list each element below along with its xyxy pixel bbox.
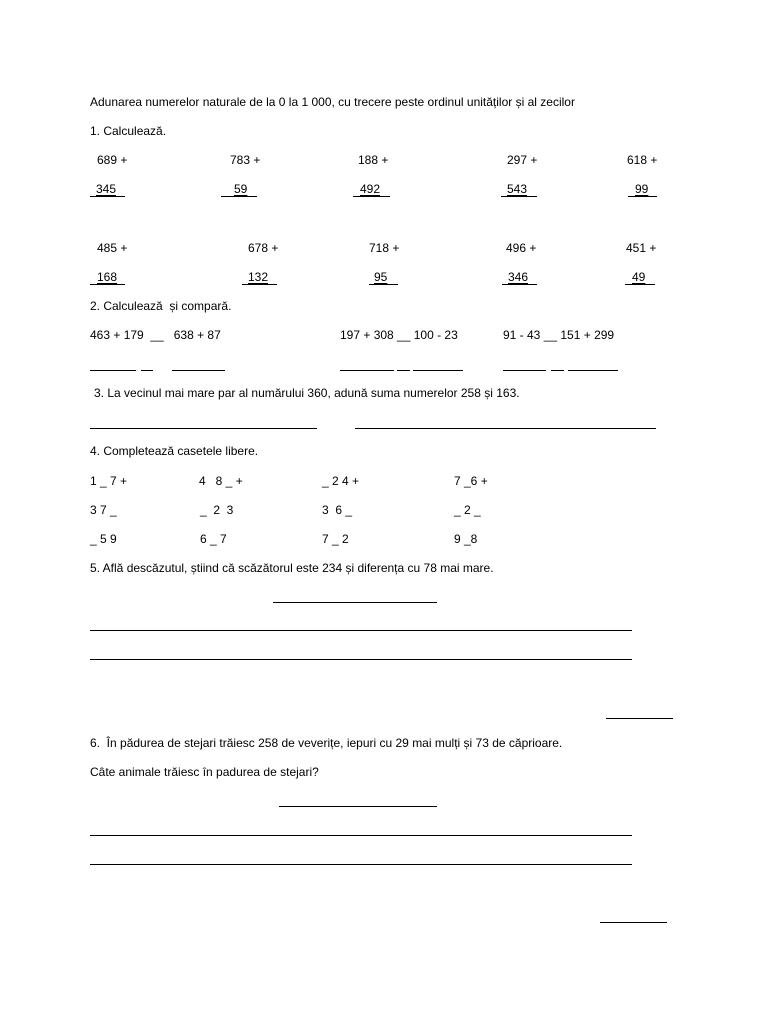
ex1-addend-bottom: 49 xyxy=(632,270,646,284)
ex1-addend-top: 678 + xyxy=(248,241,279,255)
ex1-addend-bottom: 346 xyxy=(508,270,529,284)
ex4-cell: 3 7 _ xyxy=(90,503,117,517)
answer-line xyxy=(90,659,632,660)
ex1-addend-bottom: 99 xyxy=(635,182,649,196)
ex6-question: Câte animale trăiesc în padurea de stejari? xyxy=(90,765,319,779)
ex4-cell: 7 _6 + xyxy=(454,474,488,488)
ex1-addend-bottom: 95 xyxy=(374,270,388,284)
ex2-comparison: 91 - 43 __ 151 + 299 xyxy=(503,328,615,342)
ex3-text: 3. La vecinul mai mare par al numărului 360, adună suma numerelor 258 și 163. xyxy=(94,386,520,400)
ex1-addend-top: 485 + xyxy=(97,241,128,255)
ex1-addend-bottom: 168 xyxy=(97,270,118,284)
answer-line xyxy=(279,806,437,807)
answer-line xyxy=(242,284,277,285)
ex4-cell: 7 _ 2 xyxy=(322,532,349,546)
ex1-addend-bottom: 492 xyxy=(360,182,381,196)
ex4-cell: _ 2 4 + xyxy=(322,474,360,488)
answer-line xyxy=(221,196,257,197)
answer-line xyxy=(141,370,153,371)
ex1-addend-top: 297 + xyxy=(507,153,538,167)
answer-line xyxy=(353,196,390,197)
answer-line xyxy=(90,428,317,429)
answer-line xyxy=(625,284,655,285)
ex4-cell: _ 2 3 xyxy=(200,503,234,517)
answer-line xyxy=(172,370,225,371)
answer-line xyxy=(502,284,537,285)
ex4-cell: 4 8 _ + xyxy=(199,474,243,488)
answer-line xyxy=(355,428,656,429)
answer-line xyxy=(340,370,394,371)
answer-line xyxy=(503,370,546,371)
ex2-heading: 2. Calculează și compară. xyxy=(90,299,232,313)
answer-line xyxy=(413,370,463,371)
ex4-cell: 9 _8 xyxy=(454,532,478,546)
answer-line xyxy=(273,602,437,603)
answer-line xyxy=(369,284,398,285)
answer-line xyxy=(90,835,632,836)
answer-line xyxy=(501,196,537,197)
answer-line xyxy=(568,370,618,371)
answer-line xyxy=(551,370,564,371)
ex1-addend-top: 451 + xyxy=(626,241,657,255)
ex1-addend-bottom: 345 xyxy=(96,182,117,196)
ex1-addend-top: 689 + xyxy=(97,153,128,167)
answer-line xyxy=(90,196,125,197)
answer-line xyxy=(600,922,667,923)
ex4-cell: 1 _ 7 + xyxy=(90,474,128,488)
answer-line xyxy=(90,284,125,285)
ex1-addend-bottom: 543 xyxy=(507,182,528,196)
ex1-addend-top: 618 + xyxy=(627,153,658,167)
ex4-cell: _ 5 9 xyxy=(90,532,117,546)
answer-line xyxy=(90,630,632,631)
answer-line xyxy=(628,196,657,197)
ex4-cell: _ 2 _ xyxy=(454,503,481,517)
ex1-addend-top: 188 + xyxy=(358,153,389,167)
ex1-addend-bottom: 59 xyxy=(234,182,248,196)
ex1-addend-bottom: 132 xyxy=(248,270,269,284)
answer-line xyxy=(397,370,410,371)
answer-line xyxy=(606,718,673,719)
ex1-addend-top: 496 + xyxy=(506,241,537,255)
ex6-text: 6. În pădurea de stejari trăiesc 258 de veverițe, iepuri cu 29 mai mulți și 73 de căprioare. xyxy=(90,736,563,750)
ex4-cell: 6 _ 7 xyxy=(200,532,227,546)
ex1-addend-top: 783 + xyxy=(230,153,261,167)
ex1-heading: 1. Calculează. xyxy=(90,124,167,138)
ex2-comparison: 197 + 308 __ 100 - 23 xyxy=(340,328,458,342)
ex1-addend-top: 718 + xyxy=(369,241,400,255)
worksheet-title: Adunarea numerelor naturale de la 0 la 1 000, cu trecere peste ordinul unităților și al zecilor xyxy=(90,95,575,109)
ex4-heading: 4. Completează casetele libere. xyxy=(90,444,259,458)
ex4-cell: 3 6 _ xyxy=(322,503,353,517)
answer-line xyxy=(90,864,632,865)
ex5-text: 5. Află descăzutul, știind că scăzătorul este 234 și diferența cu 78 mai mare. xyxy=(90,561,494,575)
answer-line xyxy=(90,370,136,371)
ex2-comparison: 463 + 179 __ 638 + 87 xyxy=(90,328,221,342)
